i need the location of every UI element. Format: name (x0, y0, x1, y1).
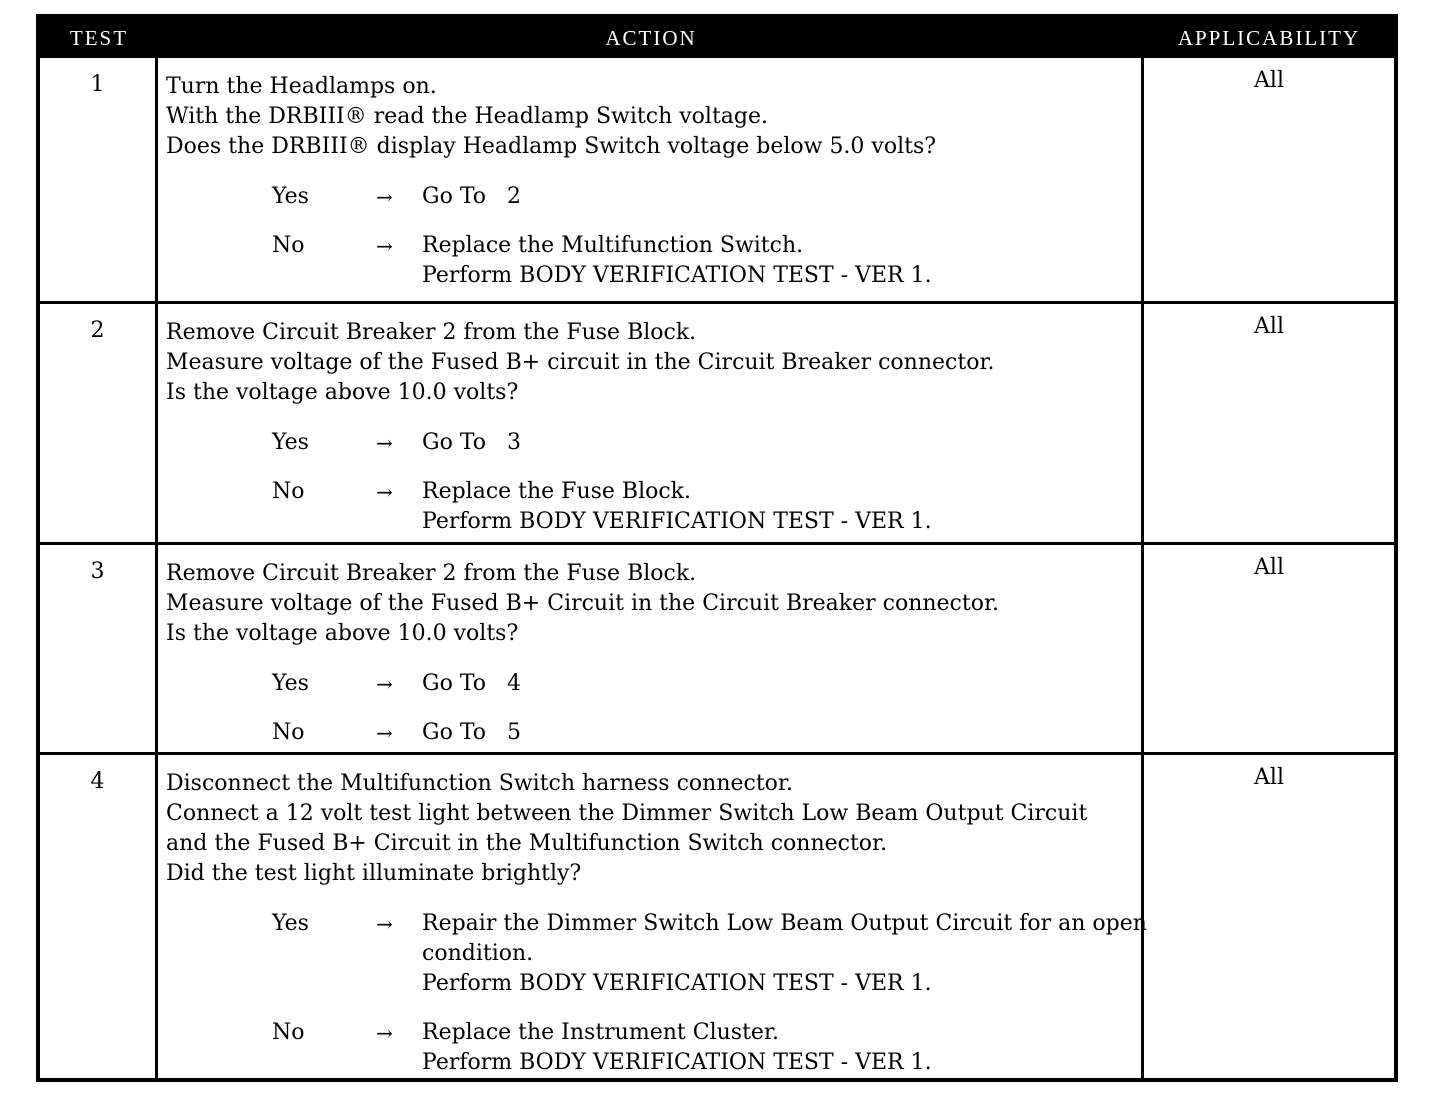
outcome-line: Go To 2 (422, 184, 521, 209)
outcome-label: Yes (272, 430, 309, 455)
instruction-line: Is the voltage above 10.0 volts? (166, 380, 519, 405)
outcome-text (420, 231, 1141, 291)
instruction-line: Turn the Headlamps on. (166, 74, 437, 99)
instruction-line: Remove Circuit Breaker 2 from the Fuse Block. (166, 320, 697, 345)
outcome-line: Go To 4 (422, 671, 521, 696)
outcome-label: No (272, 1020, 305, 1045)
arrow-right-icon: → (376, 234, 393, 258)
header-applicability: APPLICABILITY (1177, 25, 1361, 50)
outcome-label: Yes (272, 184, 309, 209)
outcome-text (420, 182, 1141, 212)
outcome-yes (166, 669, 1141, 699)
instruction-line: Measure voltage of the Fused B+ Circuit in the Circuit Breaker connector. (166, 591, 1000, 616)
outcome-yes (166, 428, 1141, 458)
applicability-cell: All (1254, 68, 1284, 93)
header-test: TEST (69, 25, 129, 50)
header-action: ACTION (605, 25, 697, 50)
instruction-line: Measure voltage of the Fused B+ circuit in the Circuit Breaker connector. (166, 350, 995, 375)
table-body (40, 58, 1394, 1082)
outcome-text (420, 1018, 1141, 1078)
outcome-label: No (272, 233, 305, 258)
outcome-line: Replace the Instrument Cluster. (422, 1020, 780, 1045)
arrow-right-icon: → (376, 672, 393, 696)
table-row (40, 752, 1394, 1082)
outcome-no (166, 718, 1141, 748)
outcome-label: Yes (272, 671, 309, 696)
action-cell (158, 58, 1144, 301)
test-number: 4 (40, 755, 158, 1082)
outcome-text (420, 909, 1147, 999)
outcome-line: Go To 5 (422, 720, 521, 745)
outcome-yes (166, 182, 1141, 212)
action-cell (158, 304, 1144, 542)
diagnostic-test-table (36, 14, 1398, 1082)
outcome-line: Replace the Multifunction Switch. (422, 233, 804, 258)
outcome-text (420, 669, 1141, 699)
arrow-right-icon: → (376, 912, 393, 936)
outcomes (166, 669, 1141, 748)
outcome-no (166, 477, 1141, 537)
outcome-yes (166, 909, 1147, 999)
instruction-line: Does the DRBIII® display Headlamp Switch voltage below 5.0 volts? (166, 134, 937, 159)
arrow-right-icon: → (376, 480, 393, 504)
table-row (40, 301, 1394, 542)
outcome-line: Perform BODY VERIFICATION TEST - VER 1. (422, 263, 932, 288)
arrow-right-icon: → (376, 721, 393, 745)
outcome-label: No (272, 479, 305, 504)
outcomes (166, 182, 1141, 291)
table-row (40, 58, 1394, 301)
outcome-line: Perform BODY VERIFICATION TEST - VER 1. (422, 971, 932, 996)
applicability-cell: All (1254, 555, 1284, 580)
outcome-text (420, 718, 1141, 748)
instruction-line: With the DRBIII® read the Headlamp Switch voltage. (166, 104, 768, 129)
outcome-text (420, 477, 1141, 537)
instruction-line: Disconnect the Multifunction Switch harness connector. (166, 771, 794, 796)
test-number: 2 (40, 304, 158, 542)
action-cell (158, 545, 1144, 752)
outcome-text (420, 428, 1141, 458)
arrow-right-icon: → (376, 431, 393, 455)
action-cell (158, 755, 1147, 1082)
test-number: 1 (40, 58, 158, 301)
applicability-cell: All (1254, 314, 1284, 339)
outcome-no (166, 231, 1141, 291)
outcome-label: No (272, 720, 305, 745)
instruction-line: and the Fused B+ Circuit in the Multifunction Switch connector. (166, 831, 888, 856)
arrow-right-icon: → (376, 185, 393, 209)
instruction-line: Connect a 12 volt test light between the Dimmer Switch Low Beam Output Circuit (166, 801, 1088, 826)
table-row (40, 542, 1394, 752)
instruction-line: Remove Circuit Breaker 2 from the Fuse Block. (166, 561, 697, 586)
outcome-label: Yes (272, 911, 309, 936)
applicability-cell: All (1254, 765, 1284, 790)
arrow-right-icon: → (376, 1021, 393, 1045)
outcome-line: Go To 3 (422, 430, 521, 455)
outcome-line: condition. (422, 941, 534, 966)
outcomes (166, 428, 1141, 537)
outcome-line: Replace the Fuse Block. (422, 479, 692, 504)
instruction-line: Did the test light illuminate brightly? (166, 861, 582, 886)
outcomes (166, 909, 1147, 1078)
outcome-line: Perform BODY VERIFICATION TEST - VER 1. (422, 1050, 932, 1075)
outcome-line: Repair the Dimmer Switch Low Beam Output Circuit for an open (422, 911, 1147, 936)
outcome-line: Perform BODY VERIFICATION TEST - VER 1. (422, 509, 932, 534)
test-number: 3 (40, 545, 158, 752)
table-header (40, 18, 1394, 58)
instruction-line: Is the voltage above 10.0 volts? (166, 621, 519, 646)
outcome-no (166, 1018, 1141, 1078)
